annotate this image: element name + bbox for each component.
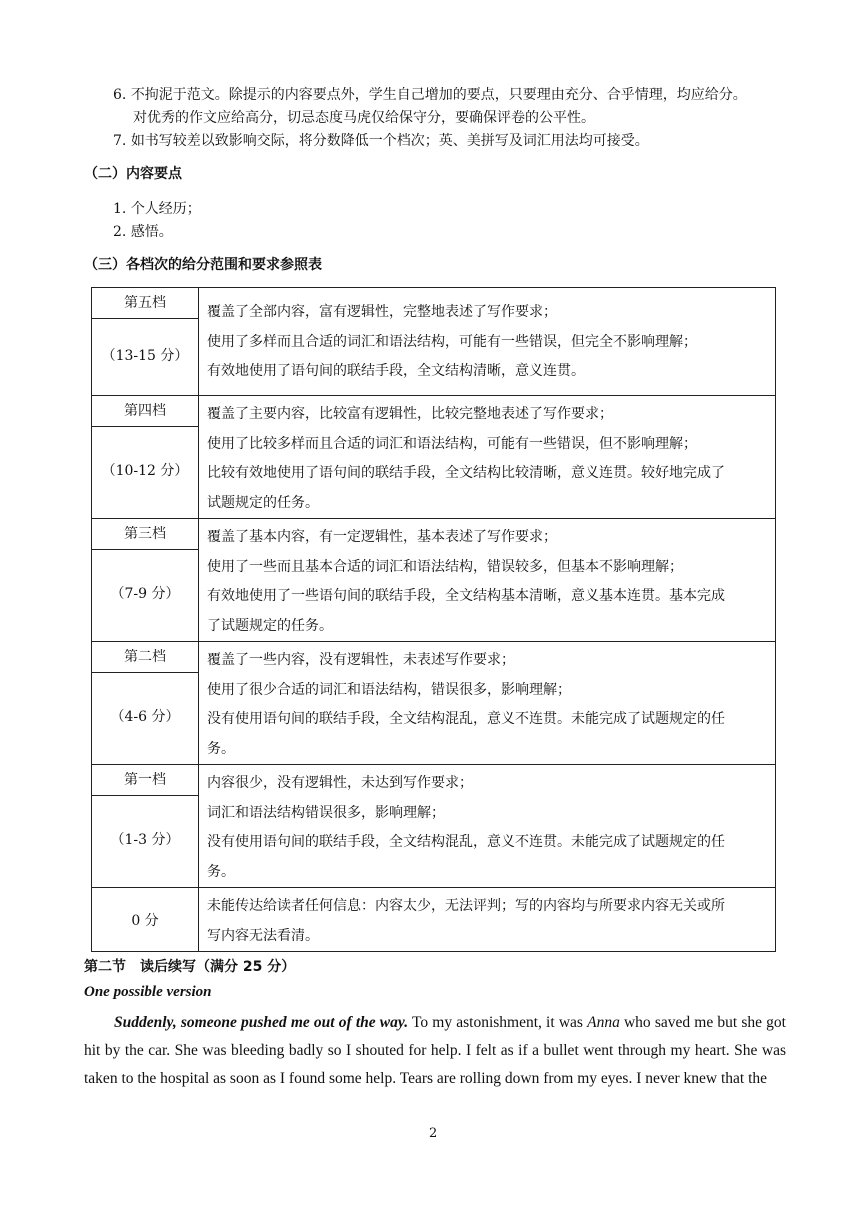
level-range: （4-6 分）	[110, 709, 180, 725]
description-line: 内容很少，没有逻辑性，未达到写作要求；	[207, 775, 473, 791]
point-number: 1.	[113, 201, 127, 217]
section-heading-grade-table: （三）各档次的给分范围和要求参照表	[84, 257, 322, 273]
level-range: （13-15 分）	[101, 348, 189, 364]
sample-passage	[84, 1009, 786, 1093]
description-line: 覆盖了全部内容，富有逻辑性，完整地表述了写作要求；	[207, 304, 557, 320]
passage-text: To my astonishment, it was	[408, 1014, 588, 1031]
version-label: One possible version	[84, 984, 212, 1000]
note-text: 不拘泥于范文。除提示的内容要点外，学生自己增加的要点，只要理由充分、合乎情理，均应给分。	[130, 87, 747, 103]
description-line: 未能传达给读者任何信息：内容太少，无法评判；写的内容均与所要求内容无关或所	[207, 898, 725, 914]
description-line: 使用了一些而且基本合适的词汇和语法结构，错误较多，但基本不影响理解；	[207, 558, 683, 575]
note-text: 如书写较差以致影响交际，将分数降低一个档次；英、美拼写及词汇用法均可接受。	[130, 133, 649, 149]
level-cell	[92, 888, 199, 952]
page-number: 2	[429, 1126, 438, 1141]
passage-name: Anna	[587, 1014, 620, 1031]
description-line: 务。	[207, 740, 235, 757]
note-number: 7.	[113, 133, 127, 149]
passage-opening: Suddenly, someone pushed me out of the way.	[114, 1014, 409, 1031]
description-line: 了试题规定的任务。	[207, 617, 333, 634]
level-name: 第五档	[92, 288, 198, 319]
description-line: 使用了很少合适的词汇和语法结构，错误很多，影响理解；	[207, 681, 571, 698]
level-description	[199, 888, 776, 952]
description-line: 有效地使用了一些语句间的联结手段，全文结构基本清晰，意义基本连贯。基本完成	[207, 588, 725, 604]
level-description	[199, 765, 776, 888]
level-range: （10-12 分）	[101, 463, 189, 479]
table-row	[92, 642, 776, 765]
description-line: 使用了比较多样而且合适的词汇和语法结构，可能有一些错误，但不影响理解；	[207, 435, 697, 452]
level-name: 第三档	[92, 519, 198, 550]
level-cell	[92, 396, 199, 519]
level-name: 第四档	[92, 396, 198, 427]
note-number: 6.	[113, 87, 127, 103]
description-line: 词汇和语法结构错误很多，影响理解；	[207, 804, 445, 821]
level-name: 第二档	[92, 642, 198, 673]
level-cell	[92, 765, 199, 888]
level-description	[199, 288, 776, 396]
description-line: 没有使用语句间的联结手段，全文结构混乱，意义不连贯。未能完成了试题规定的任	[207, 711, 725, 727]
content-point-2	[113, 221, 173, 241]
description-line: 写内容无法看清。	[207, 927, 319, 944]
description-line: 没有使用语句间的联结手段，全文结构混乱，意义不连贯。未能完成了试题规定的任	[207, 834, 725, 850]
description-line: 覆盖了一些内容，没有逻辑性，未表述写作要求；	[207, 652, 515, 668]
level-cell	[92, 288, 199, 396]
level-description	[199, 519, 776, 642]
grade-reference-table	[91, 287, 776, 952]
level-range: （1-3 分）	[110, 832, 180, 848]
level-cell	[92, 642, 199, 765]
level-description	[199, 396, 776, 519]
description-line: 试题规定的任务。	[207, 494, 319, 511]
table-row	[92, 888, 776, 952]
level-cell	[92, 519, 199, 642]
description-line: 覆盖了主要内容，比较富有逻辑性，比较完整地表述了写作要求；	[207, 406, 613, 422]
table-row	[92, 288, 776, 396]
description-line: 有效地使用了语句间的联结手段，全文结构清晰，意义连贯。	[207, 363, 585, 379]
level-range: （7-9 分）	[110, 586, 180, 602]
passage-text: who saved me but she got hit by the car. She was bleeding badly so I shouted for help. I felt as if a bullet went through my heart. She was taken to the hospital as soon as I found some help. Tears are rolling down from my eyes. I never knew that the	[84, 1014, 786, 1087]
level-name: 0 分	[131, 912, 159, 929]
description-line: 务。	[207, 863, 235, 880]
part-heading-continuation-writing: 第二节 读后续写（满分 25 分）	[84, 959, 296, 975]
scoring-note-6-cont	[133, 107, 595, 127]
table-row	[92, 396, 776, 519]
point-text: 个人经历；	[130, 201, 201, 217]
description-line: 比较有效地使用了语句间的联结手段，全文结构比较清晰，意义连贯。较好地完成了	[207, 465, 725, 481]
section-heading-content-points: （二）内容要点	[84, 166, 182, 182]
level-description	[199, 642, 776, 765]
description-line: 使用了多样而且合适的词汇和语法结构，可能有一些错误，但完全不影响理解；	[207, 333, 697, 350]
description-line: 覆盖了基本内容，有一定逻辑性，基本表述了写作要求；	[207, 529, 557, 545]
point-text: 感悟。	[130, 224, 173, 240]
point-number: 2.	[113, 224, 127, 240]
content-point-1	[113, 198, 201, 218]
note-text: 对优秀的作文应给高分，切忌态度马虎仅给保守分，要确保评卷的公平性。	[133, 110, 595, 126]
level-name: 第一档	[92, 765, 198, 796]
table-row	[92, 519, 776, 642]
table-row	[92, 765, 776, 888]
scoring-note-7	[113, 130, 649, 150]
scoring-note-6	[113, 84, 747, 104]
